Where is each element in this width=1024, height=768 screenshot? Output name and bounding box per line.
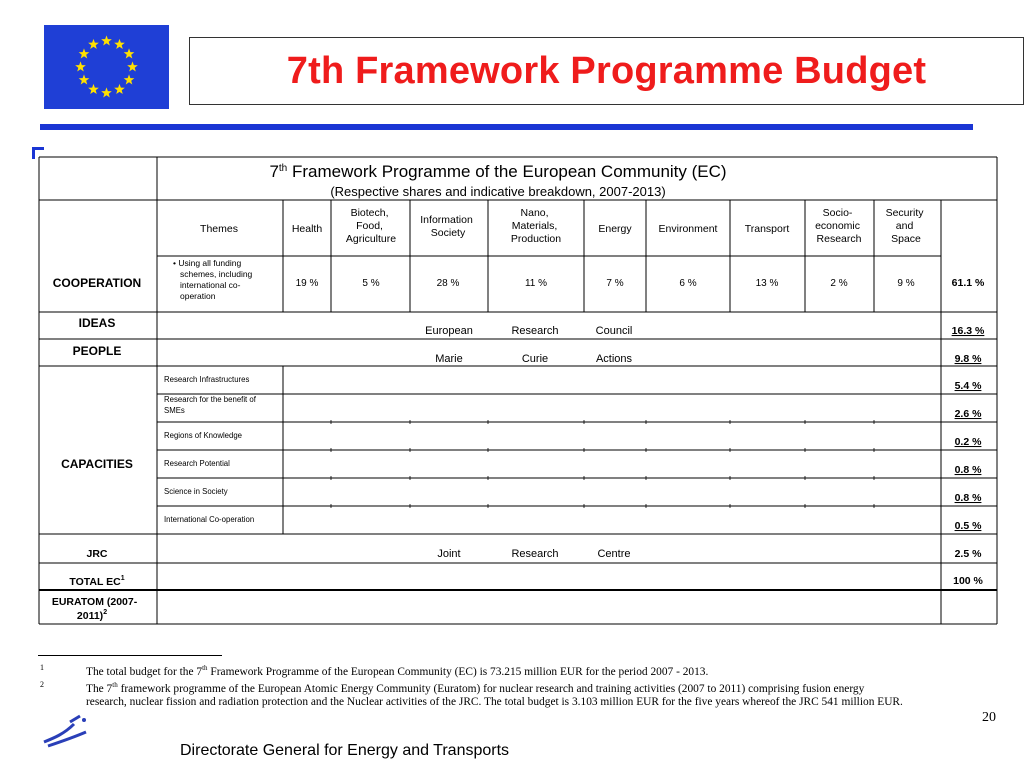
row-label-total-ec: TOTAL $EC^1$ <box>69 575 125 588</box>
cooperation-share: 7 % <box>606 278 624 289</box>
eu-star-icon <box>114 39 125 49</box>
capacity-total: 0.8 % <box>954 492 982 504</box>
title-box <box>189 37 1024 105</box>
footnote-text: The total budget for the 7th Framework Programme of the European Community (EC) is 73.215 million EUR for the period 2007 - 2013. <box>86 664 709 678</box>
capacity-total: 0.5 % <box>954 520 982 532</box>
cooperation-share: 11 % <box>524 278 548 289</box>
eu-star-icon <box>79 74 90 84</box>
ideas-word: Council <box>595 325 633 337</box>
cooperation-share: 5 % <box>362 278 380 289</box>
footnote-number: 1 <box>40 663 44 672</box>
footnote-1 <box>40 662 1000 679</box>
footnote-2-continuation: research, nuclear fission and radiation protection and the Nuclear activities of the JRC. The total budget is 3.103 million EUR for the five years whereof the JRC 541 million EUR. <box>86 695 903 708</box>
cooperation-shares <box>296 278 915 289</box>
jrc-word: Centre <box>597 548 631 560</box>
footnote-2 <box>40 679 1000 696</box>
cooperation-share: 9 % <box>897 278 915 289</box>
header-energy: Energy <box>598 223 632 235</box>
capacity-total: 5.4 % <box>954 380 982 392</box>
row-label-euratom: EURATOM (2007- 2011)$^2$ <box>51 596 138 622</box>
row-label-cooperation: COOPERATION <box>52 276 142 290</box>
cooperation-total: 61.1 % <box>951 277 985 289</box>
ideas-description <box>425 325 632 337</box>
header-health: Health <box>291 223 323 235</box>
ideas-word: European <box>425 325 473 337</box>
jrc-word: Research <box>511 548 559 560</box>
ideas-word: Research <box>511 325 559 337</box>
cooperation-share: 6 % <box>679 278 697 289</box>
theme-headers <box>200 207 926 245</box>
header-transport: Transport <box>744 223 790 235</box>
eu-star-icon <box>114 84 125 94</box>
eu-flag-icon <box>44 25 169 109</box>
header-environment: Environment <box>658 223 718 235</box>
people-total: 9.8 % <box>954 353 982 365</box>
row-label-ideas: IDEAS <box>78 316 116 330</box>
capacities-totals <box>955 380 983 532</box>
capacity-total: 0.8 % <box>954 464 982 476</box>
eu-star-icon <box>101 87 112 97</box>
title-underline <box>40 124 973 130</box>
eu-flag-stars <box>44 25 169 109</box>
capacity-item-name: Research Potential <box>164 459 230 468</box>
header-themes: Themes <box>200 223 238 235</box>
row-label-people: PEOPLE <box>72 344 122 358</box>
eu-star-icon <box>88 39 99 49</box>
table-title: 7th Framework Programme of the European Community (EC) <box>269 162 727 181</box>
header-security: Security and Space <box>885 207 924 245</box>
eu-star-icon <box>101 35 112 45</box>
footnote-text: The 7th framework programme of the European Atomic Energy Community (Euratom) for nuclear research and training activities (2007 to 2011) comprising fusion energy <box>86 680 865 695</box>
header-information-society: Information Society <box>420 214 473 239</box>
footnotes <box>40 662 1000 709</box>
people-description <box>435 353 632 365</box>
capacity-total: 2.6 % <box>954 408 982 420</box>
header-nano: Nano, Materials, Production <box>510 207 562 245</box>
row-label-jrc: JRC <box>86 548 108 560</box>
eu-star-icon <box>124 48 135 58</box>
jrc-word: Joint <box>437 548 461 560</box>
people-word: Marie <box>435 353 463 365</box>
capacity-item-name: Regions of Knowledge <box>164 431 243 440</box>
eu-star-icon <box>127 61 138 71</box>
capacity-item-name: Research for the benefit of SMEs <box>164 395 256 415</box>
table-subtitle: (Respective shares and indicative breakdown, 2007-2013) <box>330 184 666 199</box>
jrc-total: 2.5 % <box>954 548 982 560</box>
capacity-item-name: International Co-operation <box>164 515 255 524</box>
cooperation-share: 13 % <box>755 278 779 289</box>
jrc-description <box>437 548 630 560</box>
cooperation-share: 19 % <box>295 278 319 289</box>
people-word: Curie <box>521 353 549 365</box>
page-number: 20 <box>982 710 996 725</box>
eu-star-icon <box>75 61 86 71</box>
eu-star-icon <box>79 48 90 58</box>
capacity-total: 0.2 % <box>954 436 982 448</box>
people-word: Actions <box>595 353 633 365</box>
budget-table <box>38 156 1000 626</box>
total-ec-value: 100 % <box>953 575 983 587</box>
dg-tren-logo-icon <box>40 712 96 750</box>
header-socio-economic: Socio- economic Research <box>815 207 862 245</box>
eu-star-icon <box>124 74 135 84</box>
cooperation-share: 28 % <box>436 278 460 289</box>
cooperation-note: • Using all funding schemes, including international co- operation <box>173 258 253 301</box>
row-label-capacities: CAPACITIES <box>61 457 133 471</box>
footnote-number: 2 <box>40 679 44 689</box>
slide-title: 7th Framework Programme Budget <box>286 49 927 92</box>
cooperation-share: 2 % <box>830 278 848 289</box>
footnote-rule <box>38 655 222 656</box>
ideas-total: 16.3 % <box>951 325 985 337</box>
capacity-item-name: Research Infrastructures <box>164 375 250 384</box>
header-biotech: Biotech, Food, Agriculture <box>345 207 397 245</box>
footer-caption: Directorate General for Energy and Transports <box>180 742 510 759</box>
eu-star-icon <box>88 84 99 94</box>
capacity-item-name: Science in Society <box>164 487 228 496</box>
